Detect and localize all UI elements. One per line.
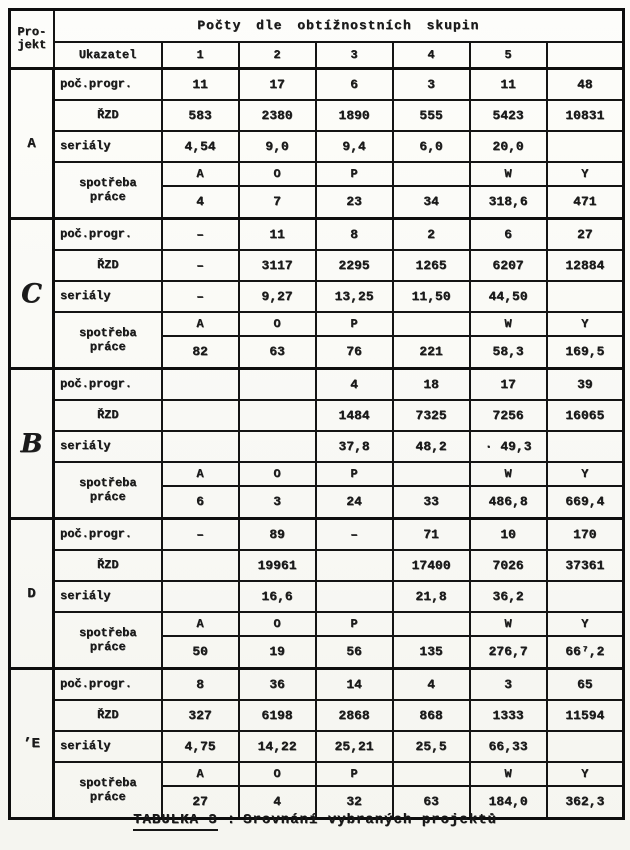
cell-rzd: 327 [162,700,239,731]
cell-serialy: 4,54 [162,131,239,162]
cell-spotreba: 7 [239,186,316,219]
cell-serialy: 16,6 [239,581,316,612]
cell-serialy [239,431,316,462]
difficulty-groups-title: Počty dle obtížnostních skupin [54,10,624,42]
cell-rzd: 2295 [316,250,393,281]
cell-serialy: 66,33 [470,731,547,762]
comparison-table [8,8,625,820]
project-row-progr [10,69,624,100]
cell-serialy: 44,50 [470,281,547,312]
difficulty-col-4: 4 [393,42,470,69]
cell-serialy: · 49,3 [470,431,547,462]
cell-rzd: 7325 [393,400,470,431]
cell-work-letter: P [316,762,393,786]
project-letter: D [10,519,54,669]
cell-spotreba: 33 [393,486,470,519]
project-row-rzd [10,550,624,581]
cell-rzd [316,550,393,581]
row-label-spotreba [54,312,162,369]
cell-serialy: 13,25 [316,281,393,312]
cell-spotreba: 56 [316,636,393,669]
cell-serialy [547,581,624,612]
cell-spotreba: 276,7 [470,636,547,669]
project-row-work-letters [10,162,624,186]
cell-serialy [547,281,624,312]
project-letter: ’E [10,669,54,819]
cell-serialy: 25,5 [393,731,470,762]
caption-title: TABULKA 3 [133,812,218,831]
spotreba-line1: spotřeba [78,625,137,640]
row-label-progr: poč.progr. [54,369,162,400]
cell-progr [239,369,316,400]
cell-progr: 71 [393,519,470,550]
cell-spotreba: 63 [239,336,316,369]
cell-progr: 39 [547,369,624,400]
cell-work-letter [393,162,470,186]
cell-progr: 4 [393,669,470,700]
row-label-serialy: seriály [54,131,162,162]
cell-serialy: 4,75 [162,731,239,762]
row-label-rzd: ŘZD [54,550,162,581]
spotreba-line2: práce [89,489,126,504]
cell-work-letter: Y [547,612,624,636]
project-block [10,519,624,669]
cell-spotreba: 4 [239,786,316,819]
project-row-work-letters [10,612,624,636]
cell-serialy [547,131,624,162]
cell-progr: 10 [470,519,547,550]
cell-progr: – [316,519,393,550]
cell-serialy: 11,50 [393,281,470,312]
cell-spotreba: 82 [162,336,239,369]
cell-rzd: 583 [162,100,239,131]
cell-spotreba: 19 [239,636,316,669]
project-row-progr [10,519,624,550]
project-row-serialy [10,731,624,762]
cell-spotreba: 184,0 [470,786,547,819]
cell-progr: – [162,219,239,250]
cell-spotreba: 471 [547,186,624,219]
cell-rzd: 3117 [239,250,316,281]
cell-work-letter [393,462,470,486]
cell-progr: 27 [547,219,624,250]
project-letter: C [10,219,54,369]
cell-spotreba: 32 [316,786,393,819]
cell-serialy: 20,0 [470,131,547,162]
project-row-progr [10,669,624,700]
cell-progr: 11 [239,219,316,250]
cell-work-letter: W [470,162,547,186]
cell-spotreba: 24 [316,486,393,519]
row-label-spotreba [54,162,162,219]
cell-serialy [162,431,239,462]
project-row-progr [10,219,624,250]
cell-work-letter: P [316,312,393,336]
cell-progr: 18 [393,369,470,400]
cell-serialy: 9,0 [239,131,316,162]
cell-work-letter: W [470,612,547,636]
cell-rzd: 11594 [547,700,624,731]
project-block [10,369,624,519]
table-header [10,10,624,69]
cell-progr [162,369,239,400]
cell-work-letter: W [470,762,547,786]
cell-progr: 3 [470,669,547,700]
cell-spotreba: 221 [393,336,470,369]
project-row-progr [10,369,624,400]
project-row-work-letters [10,762,624,786]
project-header-line1: Pro- [17,25,47,39]
cell-rzd [239,400,316,431]
row-label-progr: poč.progr. [54,219,162,250]
row-label-progr: poč.progr. [54,669,162,700]
row-label-rzd: ŘZD [54,250,162,281]
indicator-column-header: Ukazatel [54,42,162,69]
cell-progr: 17 [239,69,316,100]
cell-work-letter: W [470,462,547,486]
cell-rzd: 2868 [316,700,393,731]
cell-rzd: 12884 [547,250,624,281]
cell-progr: – [162,519,239,550]
project-row-rzd [10,250,624,281]
cell-rzd: 19961 [239,550,316,581]
row-label-rzd: ŘZD [54,700,162,731]
cell-serialy [316,581,393,612]
caption-text: Srovnání vybraných projektů [243,812,497,828]
row-label-serialy: seriály [54,281,162,312]
difficulty-col-2: 2 [239,42,316,69]
cell-spotreba: 6 [162,486,239,519]
cell-spotreba: 4 [162,186,239,219]
difficulty-col-3: 3 [316,42,393,69]
cell-work-letter: A [162,462,239,486]
project-row-serialy [10,131,624,162]
cell-serialy: 25,21 [316,731,393,762]
cell-rzd: 16065 [547,400,624,431]
cell-progr: 170 [547,519,624,550]
cell-spotreba: 486,8 [470,486,547,519]
project-block [10,219,624,369]
project-row-work-letters [10,312,624,336]
cell-progr: 6 [316,69,393,100]
cell-rzd: 17400 [393,550,470,581]
row-label-spotreba [54,462,162,519]
cell-work-letter [393,612,470,636]
cell-rzd [162,550,239,581]
spotreba-line2: práce [89,339,126,354]
cell-work-letter: P [316,612,393,636]
row-label-serialy: seriály [54,431,162,462]
cell-spotreba: 76 [316,336,393,369]
cell-rzd: 10831 [547,100,624,131]
row-label-rzd: ŘZD [54,400,162,431]
caption-colon: : [226,812,237,828]
spotreba-line1: spotřeba [78,775,137,790]
cell-spotreba: 66⁷,2 [547,636,624,669]
difficulty-col-5: 5 [470,42,547,69]
cell-spotreba: 23 [316,186,393,219]
cell-spotreba: 669,4 [547,486,624,519]
cell-work-letter: W [470,312,547,336]
cell-work-letter: A [162,762,239,786]
cell-work-letter: Y [547,762,624,786]
cell-serialy: – [162,281,239,312]
cell-progr: 4 [316,369,393,400]
cell-rzd: 37361 [547,550,624,581]
spotreba-line1: spotřeba [78,475,137,490]
spotreba-line2: práce [89,189,126,204]
project-letter: A [10,69,54,219]
spotreba-line2: práce [89,789,126,804]
cell-serialy [162,581,239,612]
difficulty-col-1: 1 [162,42,239,69]
row-label-progr: poč.progr. [54,69,162,100]
project-row-rzd [10,100,624,131]
difficulty-col-total [547,42,624,69]
cell-work-letter [393,312,470,336]
cell-rzd: 868 [393,700,470,731]
cell-work-letter [393,762,470,786]
project-row-serialy [10,581,624,612]
row-label-progr: poč.progr. [54,519,162,550]
cell-work-letter: Y [547,462,624,486]
cell-work-letter: O [239,462,316,486]
project-row-rzd [10,400,624,431]
project-row-serialy [10,431,624,462]
cell-work-letter: O [239,162,316,186]
cell-rzd: 1333 [470,700,547,731]
row-label-spotreba [54,762,162,819]
cell-spotreba: 50 [162,636,239,669]
cell-work-letter: O [239,612,316,636]
cell-progr: 14 [316,669,393,700]
cell-rzd [162,400,239,431]
cell-rzd: 5423 [470,100,547,131]
cell-serialy [547,731,624,762]
cell-rzd: 1890 [316,100,393,131]
table-caption [0,812,630,828]
spotreba-line2: práce [89,639,126,654]
cell-rzd: 555 [393,100,470,131]
cell-progr: 3 [393,69,470,100]
cell-progr: 11 [162,69,239,100]
cell-spotreba: 58,3 [470,336,547,369]
cell-rzd: 2380 [239,100,316,131]
cell-serialy: 36,2 [470,581,547,612]
row-label-serialy: seriály [54,581,162,612]
cell-serialy: 9,4 [316,131,393,162]
cell-serialy: 48,2 [393,431,470,462]
cell-work-letter: A [162,162,239,186]
cell-progr: 48 [547,69,624,100]
cell-progr: 36 [239,669,316,700]
spotreba-line1: spotřeba [78,325,137,340]
cell-rzd: 7026 [470,550,547,581]
cell-work-letter: Y [547,162,624,186]
cell-rzd: 1265 [393,250,470,281]
project-row-serialy [10,281,624,312]
cell-serialy: 37,8 [316,431,393,462]
project-letter: B [10,369,54,519]
cell-spotreba: 169,5 [547,336,624,369]
cell-rzd: 6198 [239,700,316,731]
cell-work-letter: O [239,312,316,336]
cell-work-letter: P [316,162,393,186]
cell-spotreba: 362,3 [547,786,624,819]
cell-rzd: 7256 [470,400,547,431]
cell-serialy: 9,27 [239,281,316,312]
cell-progr: 6 [470,219,547,250]
cell-work-letter: P [316,462,393,486]
cell-rzd: 6207 [470,250,547,281]
project-block [10,669,624,819]
project-row-rzd [10,700,624,731]
cell-serialy: 6,0 [393,131,470,162]
project-block [10,69,624,219]
cell-spotreba: 27 [162,786,239,819]
cell-work-letter: Y [547,312,624,336]
cell-serialy: 21,8 [393,581,470,612]
cell-serialy [547,431,624,462]
cell-serialy: 14,22 [239,731,316,762]
cell-progr: 8 [316,219,393,250]
cell-progr: 2 [393,219,470,250]
cell-spotreba: 318,6 [470,186,547,219]
project-row-work-letters [10,462,624,486]
cell-spotreba: 3 [239,486,316,519]
cell-work-letter: A [162,612,239,636]
spotreba-line1: spotřeba [78,175,137,190]
cell-progr: 11 [470,69,547,100]
project-header-line2: jekt [17,38,47,52]
project-column-header [10,10,54,69]
row-label-spotreba [54,612,162,669]
cell-spotreba: 63 [393,786,470,819]
cell-work-letter: A [162,312,239,336]
cell-rzd: 1484 [316,400,393,431]
cell-rzd: – [162,250,239,281]
cell-spotreba: 34 [393,186,470,219]
cell-progr: 89 [239,519,316,550]
row-label-serialy: seriály [54,731,162,762]
cell-spotreba: 135 [393,636,470,669]
cell-progr: 65 [547,669,624,700]
cell-progr: 8 [162,669,239,700]
cell-work-letter: O [239,762,316,786]
cell-progr: 17 [470,369,547,400]
row-label-rzd: ŘZD [54,100,162,131]
